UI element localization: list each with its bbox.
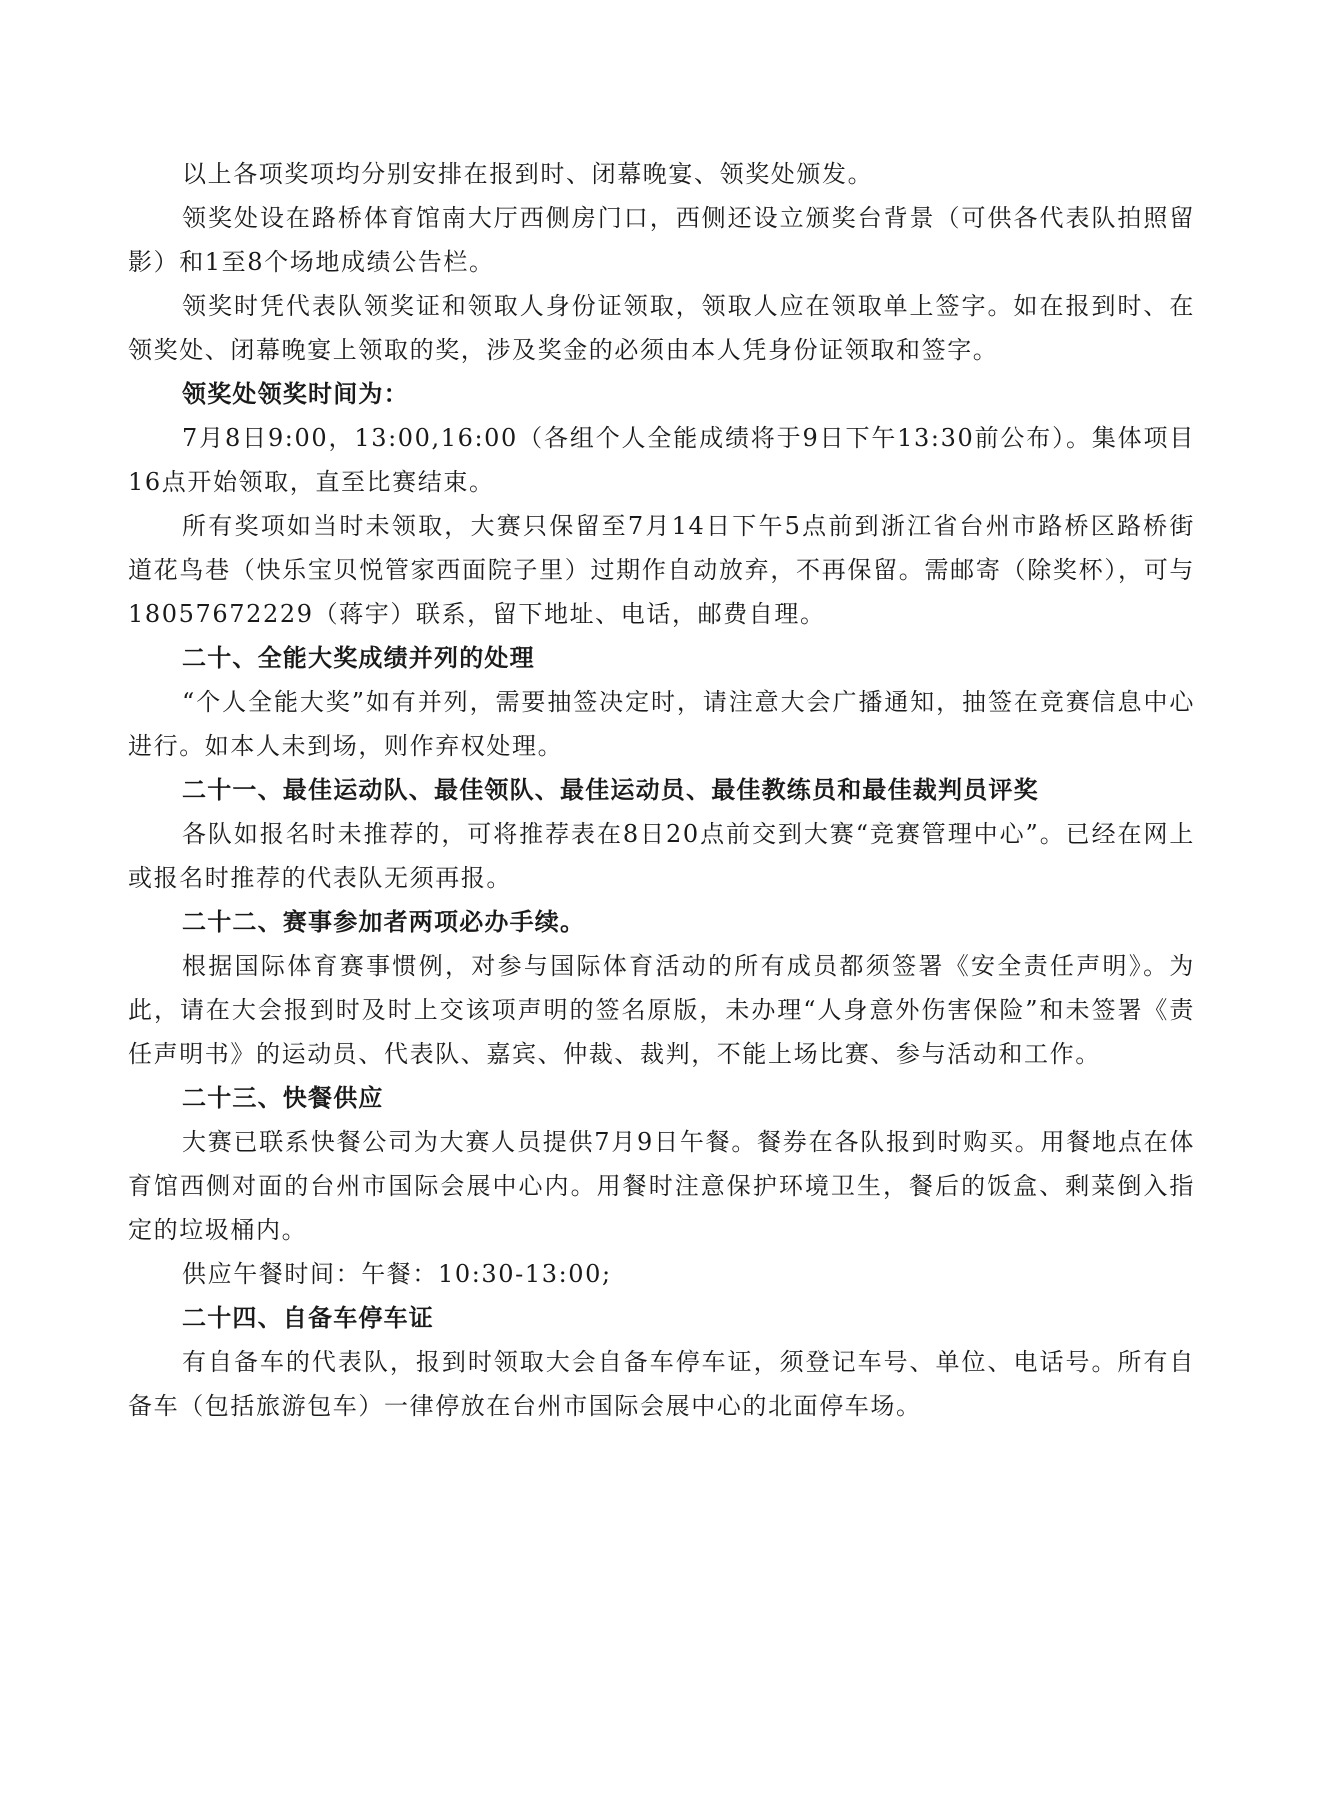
heading-section-23: 二十三、快餐供应 [182, 1084, 384, 1112]
heading-section-21: 二十一、最佳运动队、最佳领队、最佳运动员、最佳教练员和最佳裁判员评奖 [182, 776, 1039, 804]
paragraph-section-24: 有自备车的代表队，报到时领取大会自备车停车证，须登记车号、单位、电话号。所有自备车（包括旅游包车）一律停放在台州市国际会展中心的北面停车场。 [128, 1348, 1195, 1420]
paragraph-lunch-time: 供应午餐时间：午餐：10:30-13:00; [182, 1260, 612, 1288]
paragraph-unclaimed-awards: 所有奖项如当时未领取，大赛只保留至7月14日下午5点前到浙江省台州市路桥区路桥街道花鸟巷（快乐宝贝悦管家西面院子里）过期作自动放弃，不再保留。需邮寄（除奖杯），可与18057672229（蒋宇）联系，留下地址、电话，邮费自理。 [128, 512, 1195, 628]
heading-section-24: 二十四、自备车停车证 [182, 1304, 434, 1332]
heading-award-time: 领奖处领奖时间为： [182, 380, 409, 408]
paragraph-section-22: 根据国际体育赛事惯例，对参与国际体育活动的所有成员都须签署《安全责任声明》。为此，请在大会报到时及时上交该项声明的签名原版，未办理“人身意外伤害保险”和未签署《责任声明书》的运动员、代表队、嘉宾、仲裁、裁判，不能上场比赛、参与活动和工作。 [128, 952, 1195, 1068]
paragraph-award-time: 7月8日9:00，13:00,16:00（各组个人全能成绩将于9日下午13:30前公布）。集体项目16点开始领取，直至比赛结束。 [128, 424, 1195, 496]
heading-section-20: 二十、全能大奖成绩并列的处理 [182, 644, 535, 672]
paragraph-section-23: 大赛已联系快餐公司为大赛人员提供7月9日午餐。餐券在各队报到时购买。用餐地点在体育馆西侧对面的台州市国际会展中心内。用餐时注意保护环境卫生，餐后的饭盒、剩菜倒入指定的垃圾桶内。 [128, 1128, 1195, 1244]
paragraph-award-claim-rules: 领奖时凭代表队领奖证和领取人身份证领取，领取人应在领取单上签字。如在报到时、在领奖处、闭幕晚宴上领取的奖，涉及奖金的必须由本人凭身份证领取和签字。 [128, 292, 1195, 364]
document-page [128, 152, 1195, 1428]
heading-section-22: 二十二、赛事参加者两项必办手续。 [182, 908, 586, 936]
paragraph-section-20: “个人全能大奖”如有并列，需要抽签决定时，请注意大会广播通知，抽签在竞赛信息中心进行。如本人未到场，则作弃权处理。 [128, 688, 1195, 760]
paragraph-section-21: 各队如报名时未推荐的，可将推荐表在8日20点前交到大赛“竞赛管理中心”。已经在网上或报名时推荐的代表队无须再报。 [128, 820, 1195, 892]
paragraph-award-distribution: 以上各项奖项均分别安排在报到时、闭幕晚宴、领奖处颁发。 [182, 160, 874, 188]
paragraph-award-location: 领奖处设在路桥体育馆南大厅西侧房门口，西侧还设立颁奖台背景（可供各代表队拍照留影）和1至8个场地成绩公告栏。 [128, 204, 1195, 276]
